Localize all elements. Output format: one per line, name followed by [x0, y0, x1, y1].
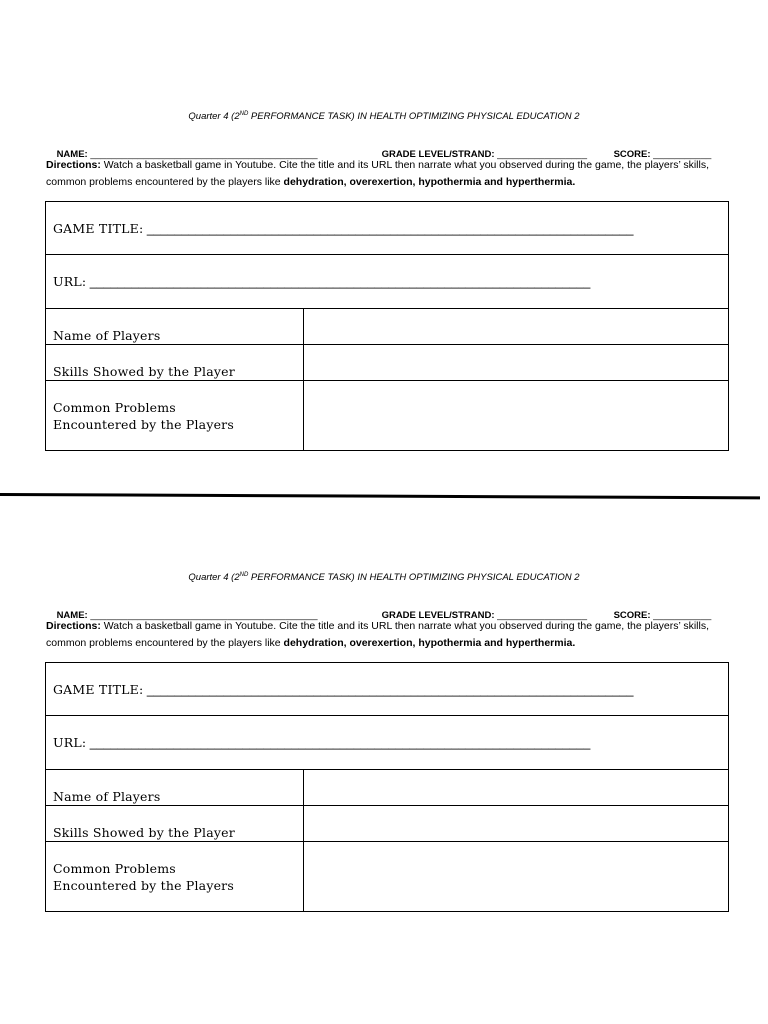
- url-cell[interactable]: URL: ________________________________________________________________________: [46, 255, 729, 309]
- directions-text: Directions: Watch a basketball game in Youtube. Cite the title and its URL then narrate what you observed during the game, the players’ skills, common problems encountered by the players like dehydration, overexertion, hypothermia and hyperthermia.: [46, 620, 710, 649]
- players-input-cell[interactable]: [304, 770, 729, 806]
- players-label-cell: Name of Players: [46, 770, 304, 806]
- form-title: Quarter 4 (2ND PERFORMANCE TASK) IN HEALTH OPTIMIZING PHYSICAL EDUCATION 2: [188, 111, 580, 122]
- players-input-cell[interactable]: [304, 309, 729, 345]
- score-field[interactable]: SCORE: ___________: [613, 149, 712, 160]
- cut-line-divider: [0, 493, 760, 499]
- grade-level-field[interactable]: GRADE LEVEL/STRAND: _________________: [381, 149, 587, 160]
- grade-level-field[interactable]: GRADE LEVEL/STRAND: _________________: [381, 610, 587, 621]
- name-field[interactable]: NAME: ___________________________________________: [56, 149, 318, 160]
- problems-input-cell[interactable]: [304, 381, 729, 451]
- score-field[interactable]: SCORE: ___________: [613, 610, 712, 621]
- problems-label-cell: Common Problems Encountered by the Players: [46, 842, 304, 912]
- skills-label-cell: Skills Showed by the Player: [46, 345, 304, 381]
- name-field[interactable]: NAME: ___________________________________________: [56, 610, 318, 621]
- skills-input-cell[interactable]: [304, 345, 729, 381]
- problems-input-cell[interactable]: [304, 842, 729, 912]
- game-title-cell[interactable]: GAME TITLE: ______________________________________________________________________: [46, 663, 729, 716]
- players-label-cell: Name of Players: [46, 309, 304, 345]
- observation-table: [45, 201, 729, 451]
- problems-label-cell: Common Problems Encountered by the Players: [46, 381, 304, 451]
- form-title: Quarter 4 (2ND PERFORMANCE TASK) IN HEALTH OPTIMIZING PHYSICAL EDUCATION 2: [188, 572, 580, 583]
- skills-input-cell[interactable]: [304, 806, 729, 842]
- directions-text: Directions: Watch a basketball game in Youtube. Cite the title and its URL then narrate what you observed during the game, the players’ skills, common problems encountered by the players like dehydration, overexertion, hypothermia and hyperthermia.: [46, 159, 710, 188]
- url-cell[interactable]: URL: ________________________________________________________________________: [46, 716, 729, 770]
- skills-label-cell: Skills Showed by the Player: [46, 806, 304, 842]
- observation-table: [45, 662, 729, 912]
- game-title-cell[interactable]: GAME TITLE: ______________________________________________________________________: [46, 202, 729, 255]
